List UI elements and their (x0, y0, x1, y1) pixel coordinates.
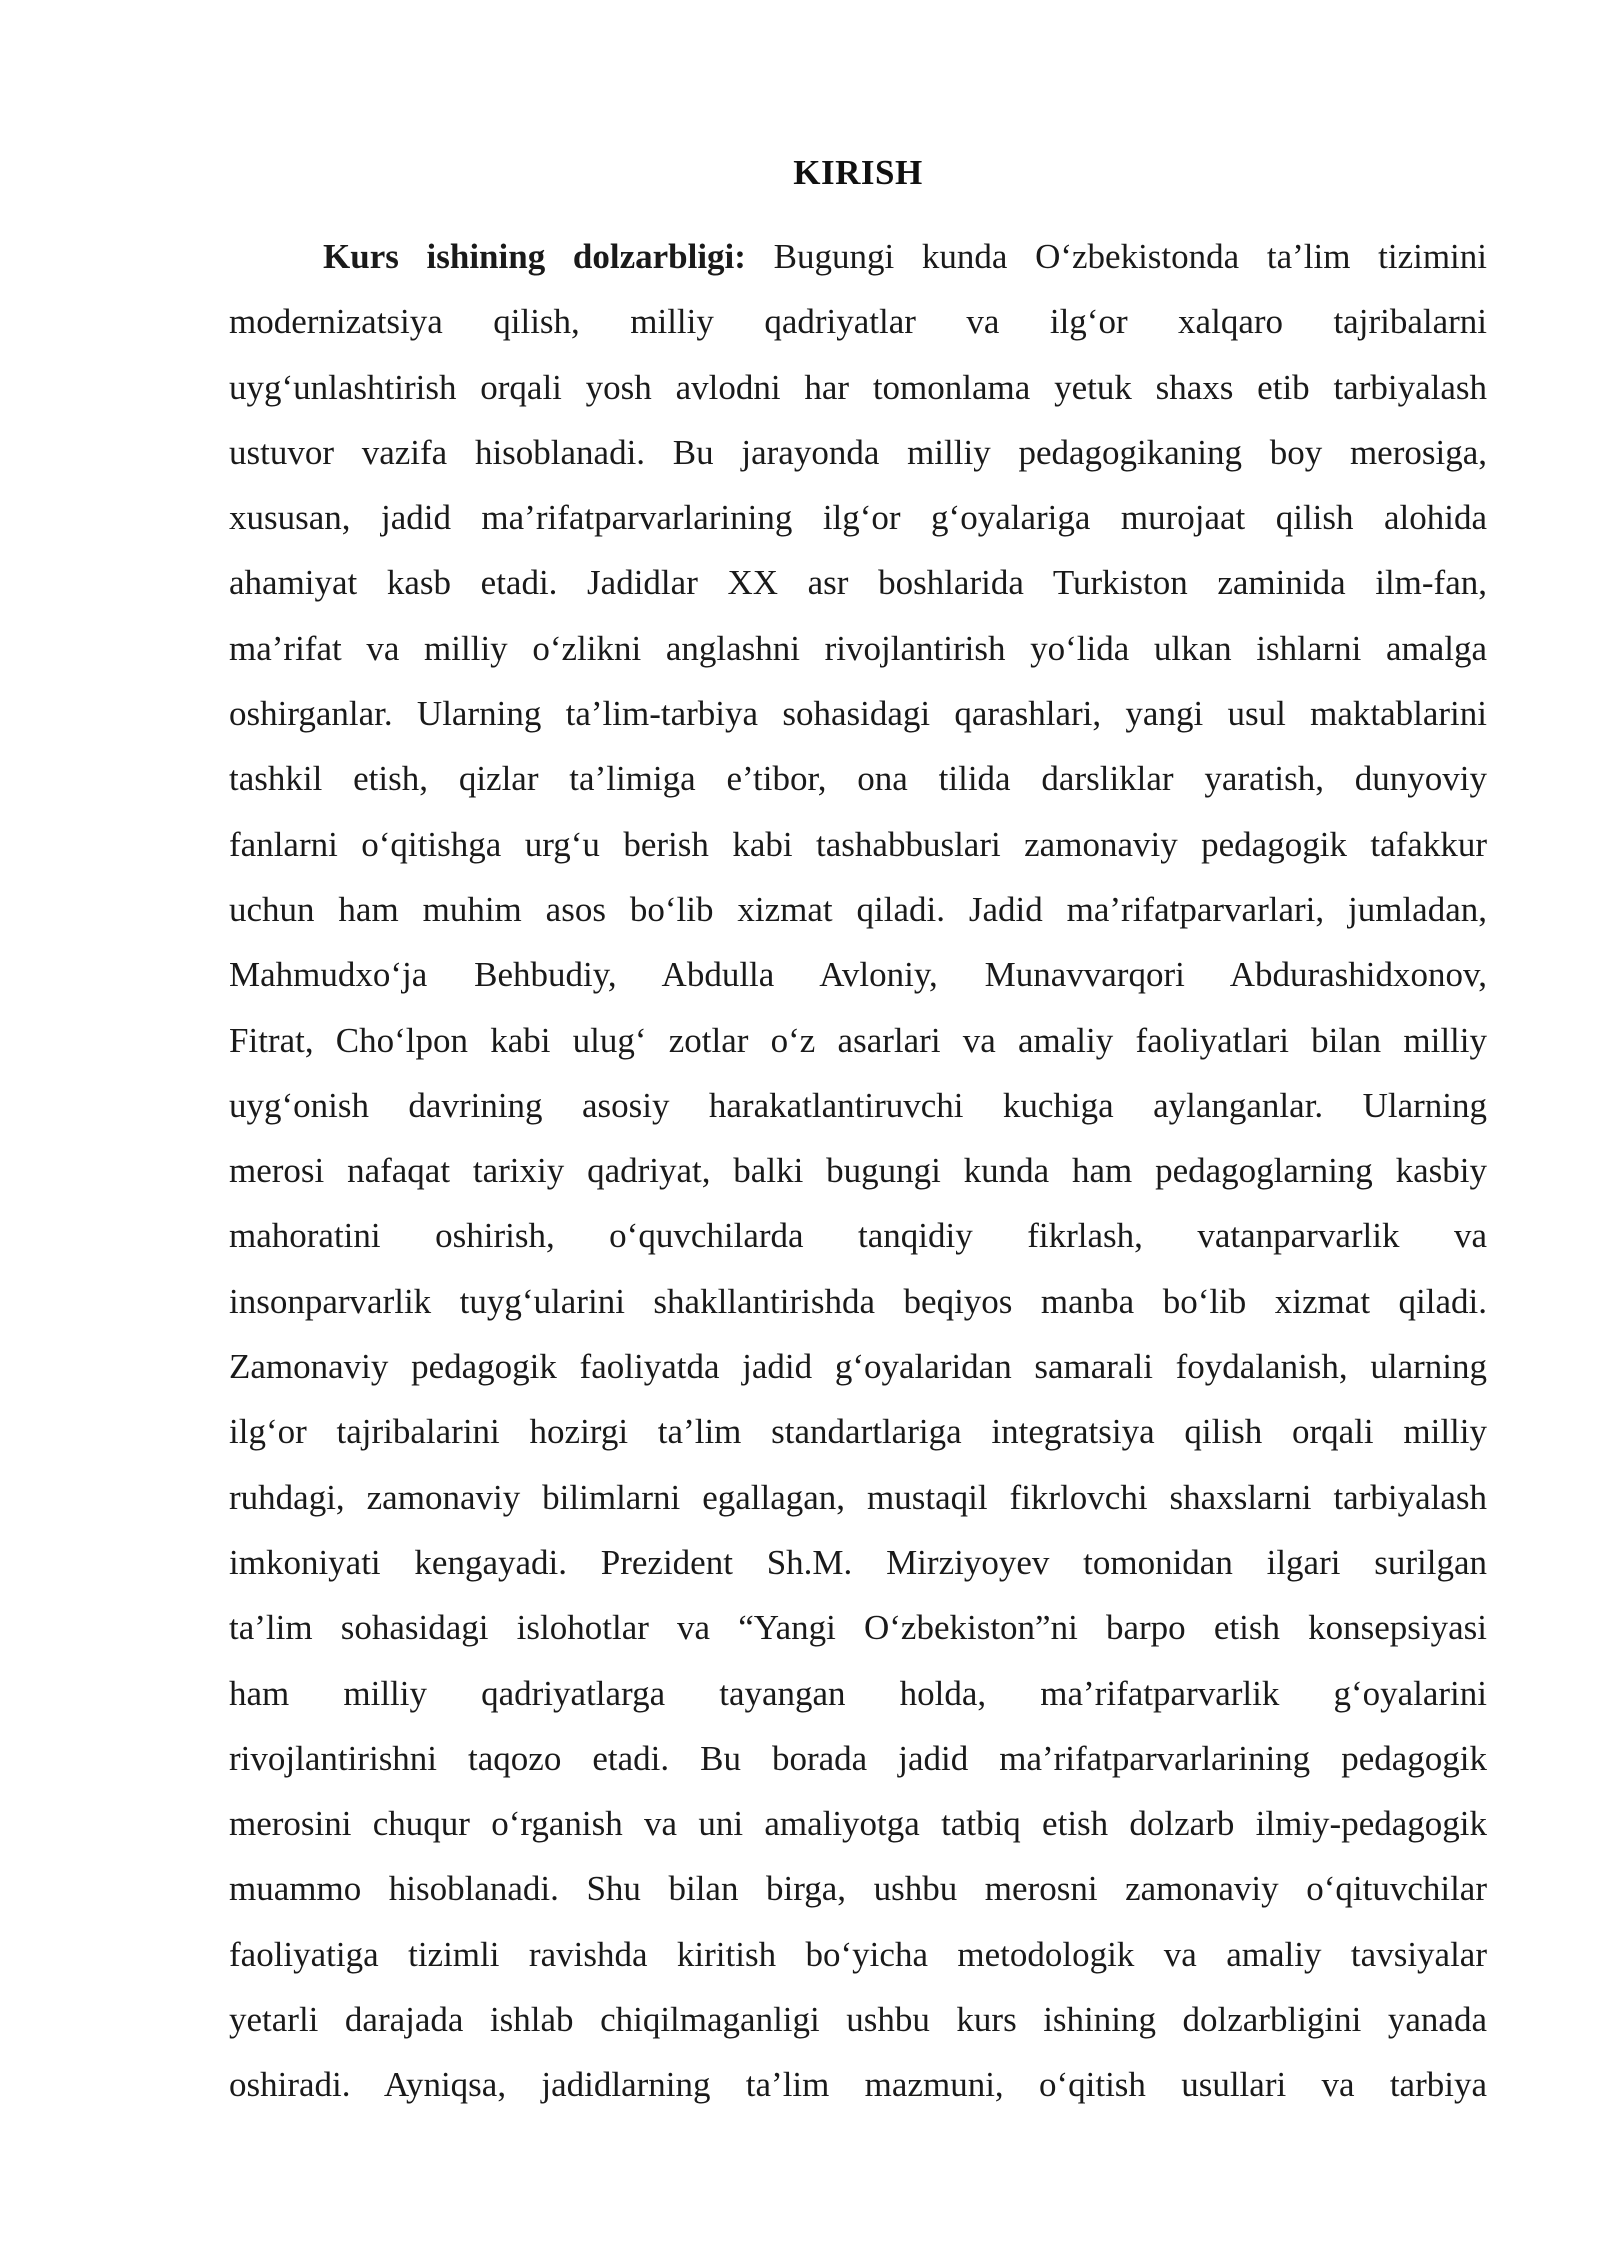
paragraph-line: tashkil etish, qizlar ta’limiga e’tibor, ona tilida darsliklar yaratish, dunyoviy (229, 759, 1487, 799)
paragraph-line: oshiradi. Ayniqsa, jadidlarning ta’lim mazmuni, o‘qitish usullari va tarbiya (229, 2065, 1487, 2105)
paragraph-line: rivojlantirishni taqozo etadi. Bu borada jadid ma’rifatparvarlarining pedagogik (229, 1738, 1487, 1778)
paragraph-line: yetarli darajada ishlab chiqilmaganligi ushbu kurs ishining dolzarbligini yanada (229, 2000, 1487, 2040)
paragraph-line: modernizatsiya qilish, milliy qadriyatlar va ilg‘or xalqaro tajribalarni (229, 302, 1487, 342)
paragraph-line: imkoniyati kengayadi. Prezident Sh.M. Mirziyoyev tomonidan ilgari surilgan (229, 1542, 1487, 1582)
paragraph-line: xususan, jadid ma’rifatparvarlarining ilg‘or g‘oyalariga murojaat qilish alohida (229, 498, 1487, 538)
paragraph-line: uyg‘unlashtirish orqali yosh avlodni har tomonlama yetuk shaxs etib tarbiyalash (229, 367, 1487, 407)
paragraph-line: oshirganlar. Ularning ta’lim-tarbiya sohasidagi qarashlari, yangi usul maktablarini (229, 694, 1487, 734)
paragraph-line: faoliyatiga tizimli ravishda kiritish bo‘yicha metodologik va amaliy tavsiyalar (229, 1934, 1487, 1974)
paragraph-line: Zamonaviy pedagogik faoliyatda jadid g‘oyalaridan samarali foydalanish, ularning (229, 1347, 1487, 1387)
paragraph-line: mahoratini oshirish, o‘quvchilarda tanqidiy fikrlash, vatanparvarlik va (229, 1216, 1487, 1256)
paragraph-line: ilg‘or tajribalarini hozirgi ta’lim standartlariga integratsiya qilish orqali milliy (229, 1412, 1487, 1452)
paragraph-line: ta’lim sohasidagi islohotlar va “Yangi O‘zbekiston”ni barpo etish konsepsiyasi (229, 1608, 1487, 1648)
paragraph-line: ma’rifat va milliy o‘zlikni anglashni rivojlantirish yo‘lida ulkan ishlarni amalga (229, 628, 1487, 668)
paragraph-line: merosini chuqur o‘rganish va uni amaliyotga tatbiq etish dolzarb ilmiy-pedagogik (229, 1804, 1487, 1844)
section-heading: KIRISH (793, 153, 923, 192)
paragraph-line: merosi nafaqat tarixiy qadriyat, balki bugungi kunda ham pedagoglarning kasbiy (229, 1151, 1487, 1191)
lead-phrase: Kurs ishining dolzarbligi: (323, 237, 746, 276)
paragraph-line: muammo hisoblanadi. Shu bilan birga, ushbu merosni zamonaviy o‘qituvchilar (229, 1869, 1487, 1909)
paragraph-line: fanlarni o‘qitishga urg‘u berish kabi tashabbuslari zamonaviy pedagogik tafakkur (229, 824, 1487, 864)
paragraph-line: Fitrat, Cho‘lpon kabi ulug‘ zotlar o‘z asarlari va amaliy faoliyatlari bilan milliy (229, 1020, 1487, 1060)
paragraph-line: insonparvarlik tuyg‘ularini shakllantirishda beqiyos manba bo‘lib xizmat qiladi. (229, 1281, 1487, 1321)
paragraph-line: ham milliy qadriyatlarga tayangan holda, ma’rifatparvarlik g‘oyalarini (229, 1673, 1487, 1713)
body-paragraph (229, 224, 1487, 2118)
paragraph-line: ustuvor vazifa hisoblanadi. Bu jarayonda milliy pedagogikaning boy merosiga, (229, 432, 1487, 472)
paragraph-line: ruhdagi, zamonaviy bilimlarni egallagan, mustaqil fikrlovchi shaxslarni tarbiyalash (229, 1477, 1487, 1517)
paragraph-line: ahamiyat kasb etadi. Jadidlar XX asr boshlarida Turkiston zaminida ilm-fan, (229, 563, 1487, 603)
paragraph-line: Mahmudxo‘ja Behbudiy, Abdulla Avloniy, Munavvarqori Abdurashidxonov, (229, 955, 1487, 995)
paragraph-first-line (229, 224, 1487, 289)
paragraph-line: uchun ham muhim asos bo‘lib xizmat qiladi. Jadid ma’rifatparvarlari, jumladan, (229, 889, 1487, 929)
paragraph-line: Bugungi kunda O‘zbekistonda ta’lim tizimini (773, 237, 1487, 276)
paragraph-line: uyg‘onish davrining asosiy harakatlantiruvchi kuchiga aylanganlar. Ularning (229, 1085, 1487, 1125)
